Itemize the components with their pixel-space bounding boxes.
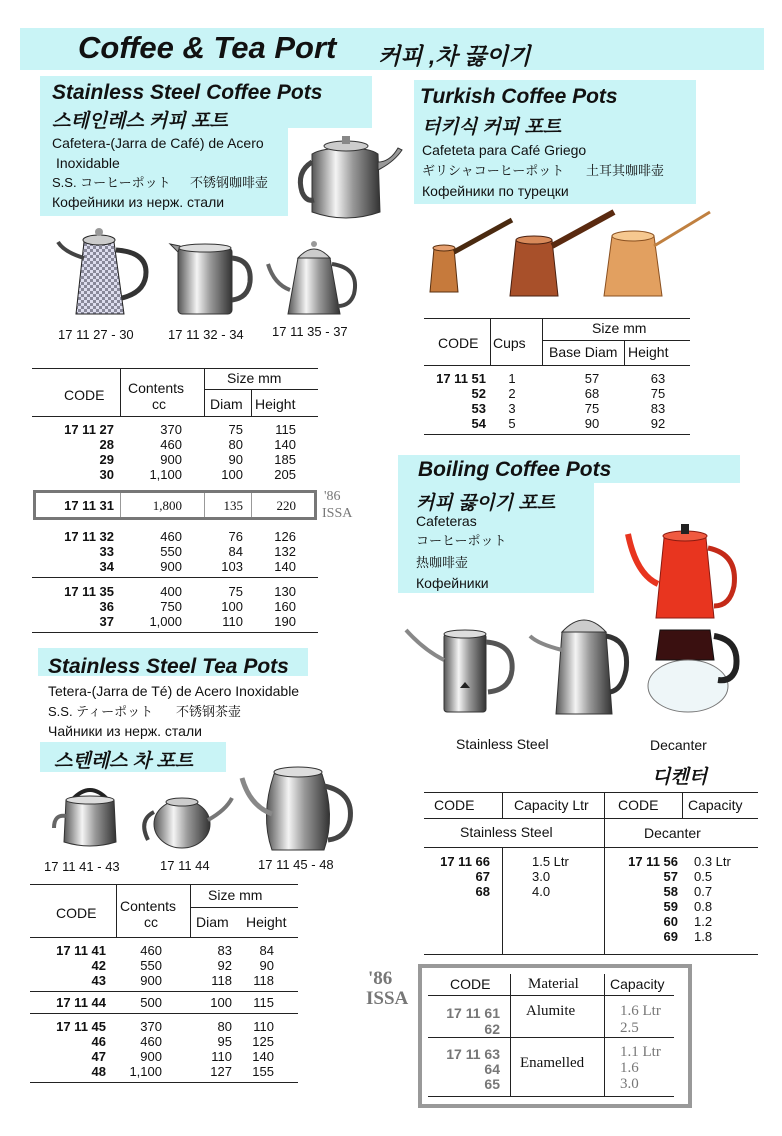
turkish-cn: 土耳其咖啡壶 [586, 163, 665, 178]
ss-tea-cn: 不锈钢茶壶 [176, 704, 242, 719]
issa-g2-material: Enamelled [520, 1055, 585, 1071]
caption-coffee-3: 17 11 35 - 37 [272, 324, 348, 339]
ss-tea-g1-height: 84 90 118 [253, 943, 274, 988]
ss-tea-g1-codes: 17 11 41 42 43 [56, 943, 106, 988]
issa-note-brand: ISSA [366, 988, 409, 1009]
issa-g1-material: Alumite [526, 1003, 576, 1019]
caption-coffee-1: 17 11 27 - 30 [58, 327, 134, 342]
turkish-base: 57 68 75 90 [584, 371, 600, 431]
coffee-pot-conical-image [268, 234, 364, 318]
turkish-cups: 1 2 3 5 [508, 371, 516, 431]
page-title-ko: 커피 ,차 끓이기 [378, 43, 531, 69]
boiling-jp: コーヒーポット [416, 533, 507, 548]
ss-tea-hdr-size: Size mm [208, 887, 263, 903]
boiling-dec-codes: 17 11 56 57 58 59 60 69 [628, 854, 678, 944]
issa-g2-codes: 17 11 63 64 65 [446, 1046, 500, 1092]
ss-tea-ko: 스텐레스 차 포트 [54, 751, 194, 772]
ss-coffee-hdr-size: Size mm [227, 370, 282, 386]
ss-tea-hdr-diam: Diam [196, 914, 229, 930]
turkish-hdr-size: Size mm [592, 320, 647, 336]
ss-coffee-g2-diam: 135 [223, 498, 243, 513]
boiling-label-ss: Stainless Steel [456, 736, 549, 752]
ss-tea-hdr-height: Height [246, 914, 287, 930]
turkish-hdr-cups: Cups [493, 335, 526, 351]
ss-coffee-title: Stainless Steel Coffee Pots [52, 81, 323, 104]
issa-hdr-material: Material [528, 976, 579, 992]
turkish-codes: 17 11 51 52 53 54 [436, 371, 486, 431]
boiling-label-decanter: Decanter [650, 737, 707, 753]
caption-tea-2: 17 11 44 [160, 858, 210, 873]
boiling-ss-codes: 17 11 66 67 68 [440, 854, 490, 899]
ss-tea-g3-diam: 80 95 110 127 [210, 1019, 232, 1079]
boiling-label-decanter-ko: 디켄터 [652, 767, 708, 788]
ss-coffee-g3-diam: 76 84 103 [221, 529, 243, 574]
ss-coffee-ko: 스테인레스 커피 포트 [52, 111, 228, 132]
red-enamel-pot-image [626, 514, 742, 626]
tea-pot-small-image [52, 778, 136, 850]
issa-g1-codes: 17 11 61 62 [446, 1005, 500, 1037]
ss-coffee-g1-height: 115 140 185 205 [274, 422, 296, 482]
ss-coffee-g4-codes: 17 11 35 36 37 [64, 584, 114, 629]
ss-tea-g2-diam: 100 [210, 995, 232, 1010]
issa-hdr-code: CODE [450, 976, 491, 992]
ss-tea-g3-cc: 370 460 900 1,100 [129, 1019, 162, 1079]
ss-tea-hdr-code: CODE [56, 905, 97, 921]
ss-coffee-hdr-diam: Diam [210, 396, 243, 412]
ss-coffee-g2-height: 220 [276, 498, 296, 513]
boiling-sub-ss: Stainless Steel [460, 824, 553, 840]
boiling-ko: 커피 끓이기 포트 [416, 493, 556, 514]
ss-coffee-g3-cc: 460 550 900 [160, 529, 182, 574]
ss-coffee-es2: Inoxidable [56, 155, 120, 171]
ss-coffee-hdr-contents: Contents [128, 380, 185, 396]
ss-tea-hdr-contents: Contents [120, 898, 177, 914]
turkish-hdr-base: Base Diam [549, 344, 618, 360]
coffee-pot-checkered-image [54, 222, 154, 322]
boiling-title: Boiling Coffee Pots [418, 458, 612, 481]
coffee-pot-straight-image [170, 236, 256, 320]
boiling-ss-caps: 1.5 Ltr 3.0 4.0 [532, 854, 569, 899]
ss-coffee-note-year: '86 [324, 489, 341, 504]
boiling-hdr-code2: CODE [618, 797, 659, 813]
ss-coffee-g2-code: 17 11 31 [64, 498, 114, 513]
turkish-pot-small-image [424, 212, 520, 302]
tea-pot-large-image [240, 756, 356, 856]
issa-note-year: '86 [368, 968, 393, 989]
boiling-ss-pot-small-image [404, 620, 520, 716]
ss-coffee-g1-cc: 370 460 900 1,100 [149, 422, 182, 482]
ss-tea-g3-height: 110 125 140 155 [252, 1019, 274, 1079]
ss-tea-ru: Чайники из нерж. стали [48, 723, 202, 739]
glass-decanter-image [636, 624, 746, 716]
issa-g2-caps: 1.1 Ltr 1.6 3.0 [620, 1044, 661, 1092]
ss-coffee-g3-height: 126 132 140 [274, 529, 296, 574]
boiling-ss-pot-large-image [526, 610, 632, 718]
ss-coffee-g2-cc: 1,800 [152, 498, 182, 513]
ss-coffee-es1: Cafetera-(Jarra de Café) de Acero [52, 135, 264, 151]
ss-tea-title: Stainless Steel Tea Pots [48, 655, 289, 678]
boiling-ru: Кофейники [416, 575, 489, 591]
caption-tea-3: 17 11 45 - 48 [258, 857, 334, 872]
ss-coffee-note-brand: ISSA [322, 506, 353, 521]
ss-tea-g3-codes: 17 11 45 46 47 48 [56, 1019, 106, 1079]
caption-coffee-2: 17 11 32 - 34 [168, 327, 244, 342]
ss-tea-jp: S.S. ティーポット [48, 704, 154, 719]
ss-coffee-g1-diam: 75 80 90 100 [221, 422, 243, 482]
turkish-hdr-height: Height [628, 344, 669, 360]
coffee-pot-large-image [294, 132, 404, 232]
ss-coffee-g1-codes: 17 11 27 28 29 30 [64, 422, 114, 482]
ss-coffee-cn: 不锈钢咖啡壶 [190, 175, 269, 190]
ss-coffee-g4-cc: 400 750 1,000 [149, 584, 182, 629]
turkish-ko: 터키식 커피 포트 [422, 117, 562, 138]
turkish-hdr-code: CODE [438, 335, 479, 351]
ss-coffee-jp: S.S. コーヒーポット [52, 175, 171, 190]
boiling-es: Cafeteras [416, 513, 477, 529]
ss-tea-g2-code: 17 11 44 [56, 995, 106, 1010]
boiling-dec-caps: 0.3 Ltr 0.5 0.7 0.8 1.2 1.8 [694, 854, 731, 944]
turkish-ru: Кофейники по турецки [422, 183, 569, 199]
boiling-hdr-cap1: Capacity Ltr [514, 797, 589, 813]
turkish-es: Cafeteta para Café Griego [422, 142, 587, 158]
ss-tea-g1-cc: 460 550 900 [140, 943, 162, 988]
turkish-pot-large-image [602, 206, 712, 306]
boiling-hdr-code1: CODE [434, 797, 475, 813]
issa-hdr-capacity: Capacity [610, 976, 665, 992]
ss-coffee-ru: Кофейники из нерж. стали [52, 194, 225, 210]
caption-tea-1: 17 11 41 - 43 [44, 859, 120, 874]
ss-coffee-g4-diam: 75 100 110 [221, 584, 243, 629]
ss-coffee-hdr-height: Height [255, 396, 296, 412]
turkish-title: Turkish Coffee Pots [420, 85, 618, 108]
ss-tea-hdr-cc: cc [144, 914, 158, 930]
boiling-sub-decanter: Decanter [644, 825, 701, 841]
ss-coffee-g3-codes: 17 11 32 33 34 [64, 529, 114, 574]
turkish-height: 63 75 83 92 [650, 371, 666, 431]
ss-tea-g1-diam: 83 92 118 [211, 943, 232, 988]
ss-tea-es: Tetera-(Jarra de Té) de Acero Inoxidable [48, 683, 300, 699]
ss-tea-g2-height: 115 [253, 995, 274, 1010]
ss-tea-g2-cc: 500 [140, 995, 162, 1010]
boiling-cn: 热咖啡壶 [416, 555, 469, 570]
ss-coffee-g4-height: 130 160 190 [274, 584, 296, 629]
ss-coffee-hdr-code: CODE [64, 387, 105, 403]
turkish-jp: ギリシャコーヒーポット [422, 163, 565, 178]
ss-coffee-hdr-cc: cc [152, 396, 166, 412]
issa-g1-caps: 1.6 Ltr 2.5 [620, 1003, 661, 1036]
boiling-hdr-cap2: Capacity [688, 797, 743, 813]
page-title: Coffee & Tea Port [78, 30, 337, 65]
tea-pot-round-image [138, 776, 234, 852]
